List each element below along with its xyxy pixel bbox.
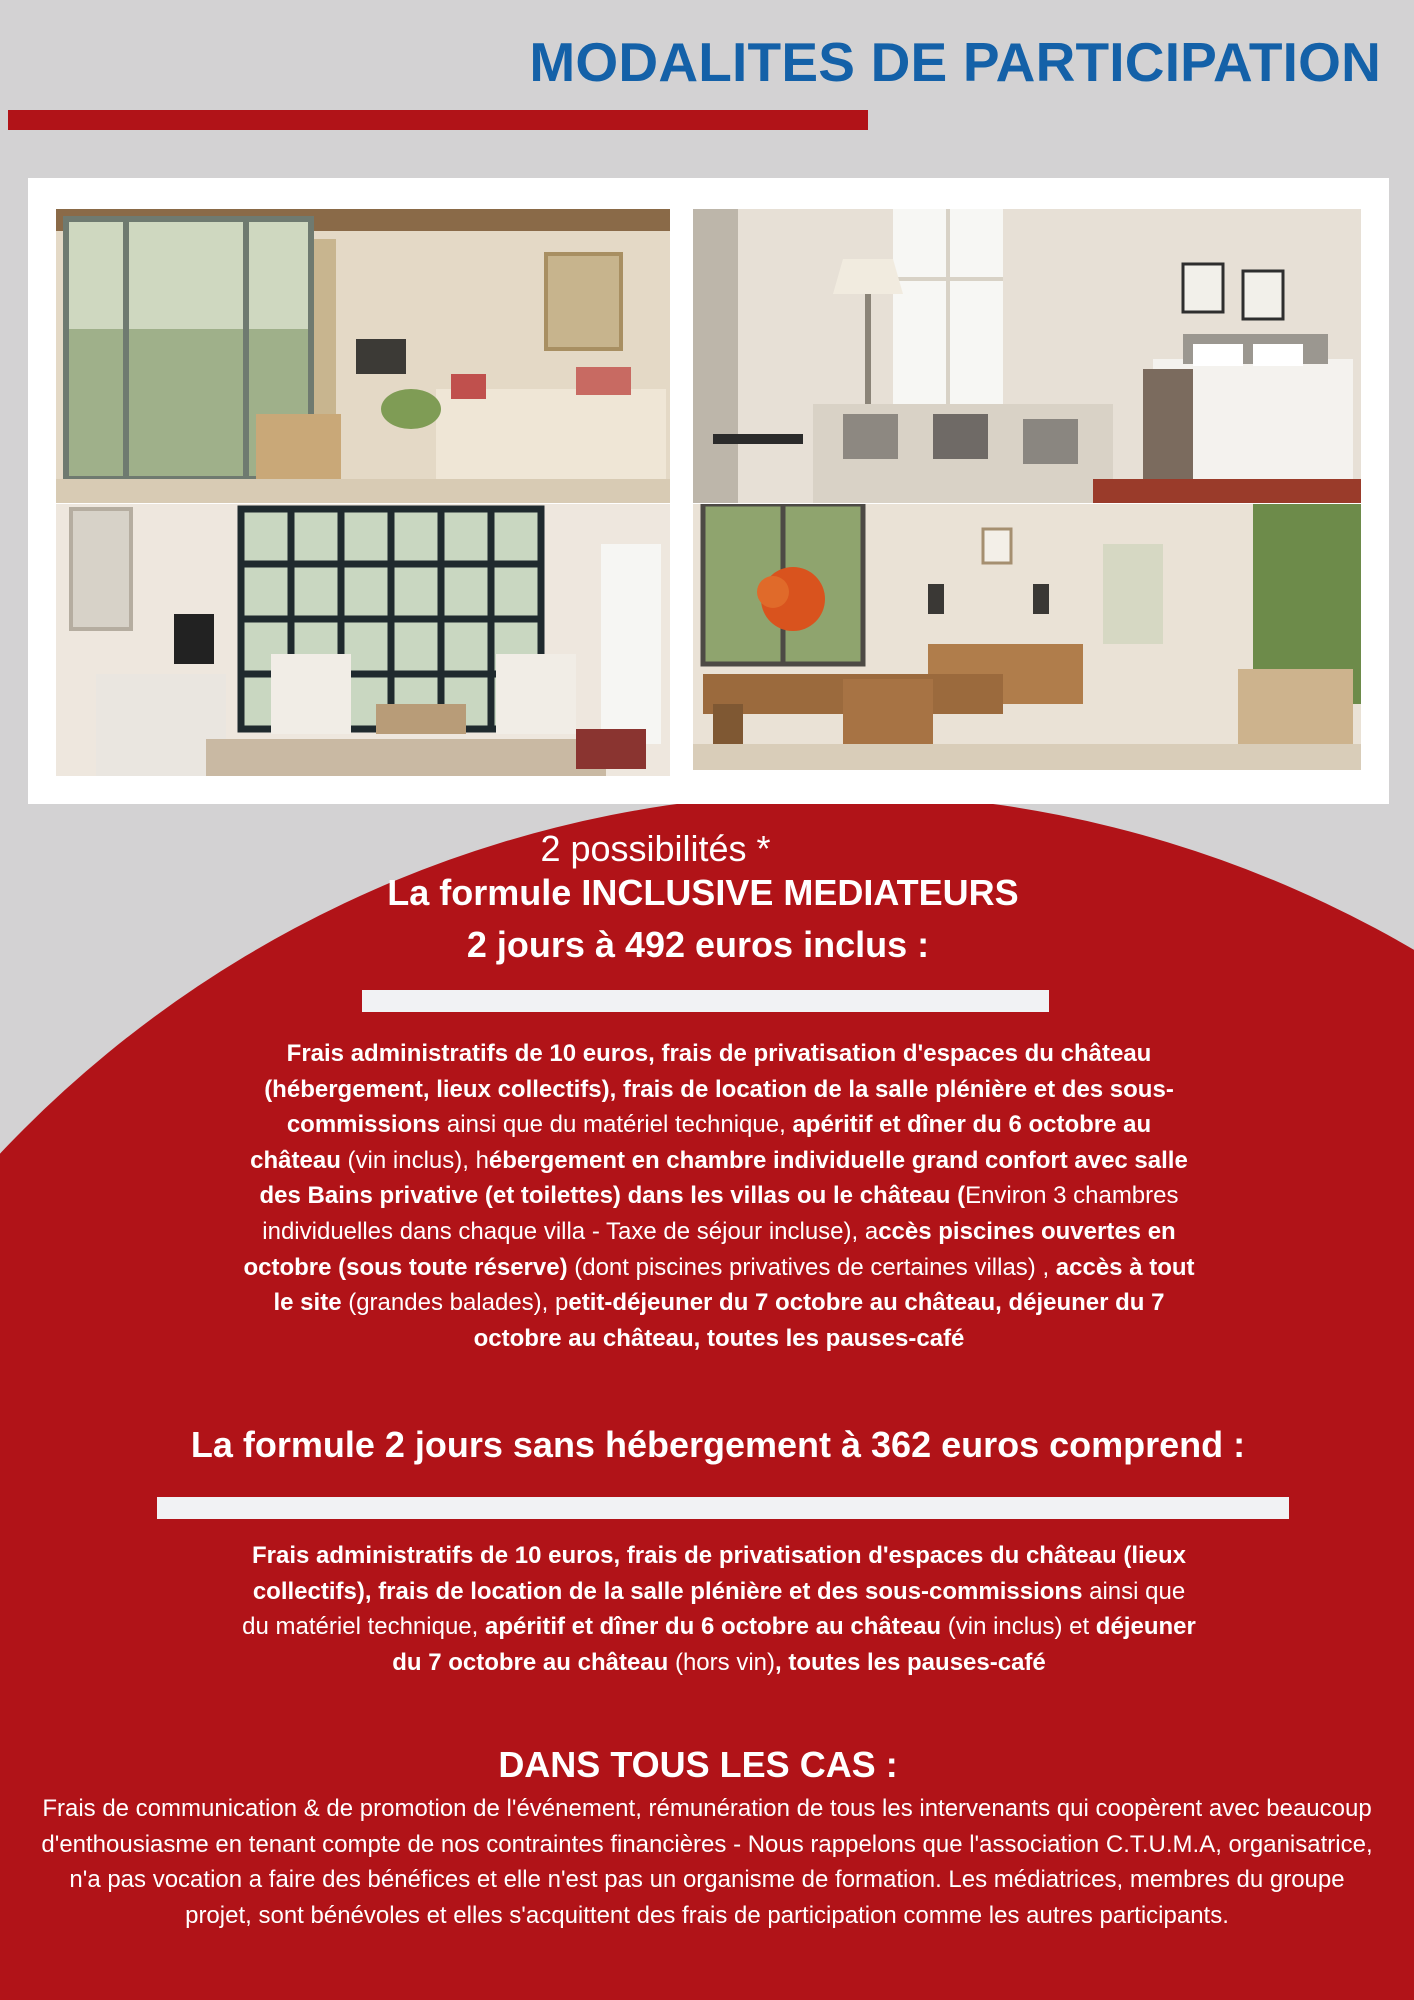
formula2-details-segment: déjeuner du 7 octobre au château — [392, 1613, 1196, 1676]
formula1-details-segment: (dont piscines privatives de certaines villas) , — [567, 1253, 1056, 1281]
formula2-details-segment: (hors vin) — [668, 1648, 775, 1676]
possibilities-heading: 2 possibilités * — [540, 828, 771, 869]
formula1-details-segment: ainsi que du matériel technique, — [440, 1111, 793, 1139]
formula2-details-segment: (vin inclus) et — [941, 1613, 1096, 1641]
formula1-title: La formule INCLUSIVE MEDIATEURS — [387, 872, 1019, 913]
all-cases-text: Frais de communication & de promotion de l'événement, rémunération de tous les intervenants qui coopèrent avec beaucoup d'enthousiasme en tenant compte de nos contraintes financières - Nous rappelons que l'association C.T.U.M.A, organisatrice, n'a pas vocation a faire des bénéfices et elle n'est pas un organisme de formation. Les médiatrices, membres du groupe projet, sont bénévoles et elles s'acquittent des frais de participation comme les autres participants. — [41, 1795, 1373, 1929]
formula1-details-segment: apéritif et dîner du 6 octobre au château — [250, 1111, 1152, 1174]
formula1-details-segment: Environ 3 chambres individuelles dans chaque villa - Taxe de séjour incluse), a — [262, 1182, 1179, 1245]
formula2-details-segment: , toutes les pauses-café — [774, 1648, 1046, 1676]
formula1-divider — [362, 990, 1049, 1012]
page-title: MODALITES DE PARTICIPATION — [529, 31, 1381, 93]
formula1-details-segment: Frais administratifs de 10 euros, frais de privatisation d'espaces du château (hébergement, lieux collectifs), frais de location de la salle plénière et des sous-commissions — [264, 1040, 1174, 1139]
formula1-details-segment: ccès piscines ouvertes en octobre (sous toute réserve) — [243, 1217, 1176, 1281]
formula2-details-segment: Frais administratifs de 10 euros, frais de privatisation d'espaces du château (lieux collectifs), frais de location de la salle plénière et des sous-commissions — [251, 1542, 1187, 1605]
formula1-price: 2 jours à 492 euros inclus : — [466, 924, 930, 965]
formula2-details — [240, 1538, 1198, 1680]
formula1-details-segment: ébergement en chambre individuelle grand confort avec salle des Bains privative (et toilettes) dans les villas ou le château ( — [259, 1146, 1188, 1210]
formula1-details-segment: (vin inclus), h — [340, 1146, 489, 1174]
formula1-details — [240, 1036, 1198, 1356]
formula2-details-segment: ainsi que du matériel technique, — [242, 1577, 1186, 1641]
formula1-details-segment: etit-déjeuner du 7 octobre au château, déjeuner du 7 octobre au château, toutes les pauses-café — [473, 1289, 1165, 1352]
formula2-divider — [157, 1497, 1289, 1519]
formula1-details-segment: (grandes balades), p — [341, 1289, 569, 1317]
formula2-title: La formule 2 jours sans hébergement à 362 euros comprend : — [190, 1424, 1246, 1465]
formula1-details-segment: accès à tout le site — [273, 1253, 1195, 1317]
formula2-details-segment: apéritif et dîner du 6 octobre au château — [484, 1613, 942, 1641]
all-cases-title: DANS TOUS LES CAS : — [498, 1744, 898, 1785]
